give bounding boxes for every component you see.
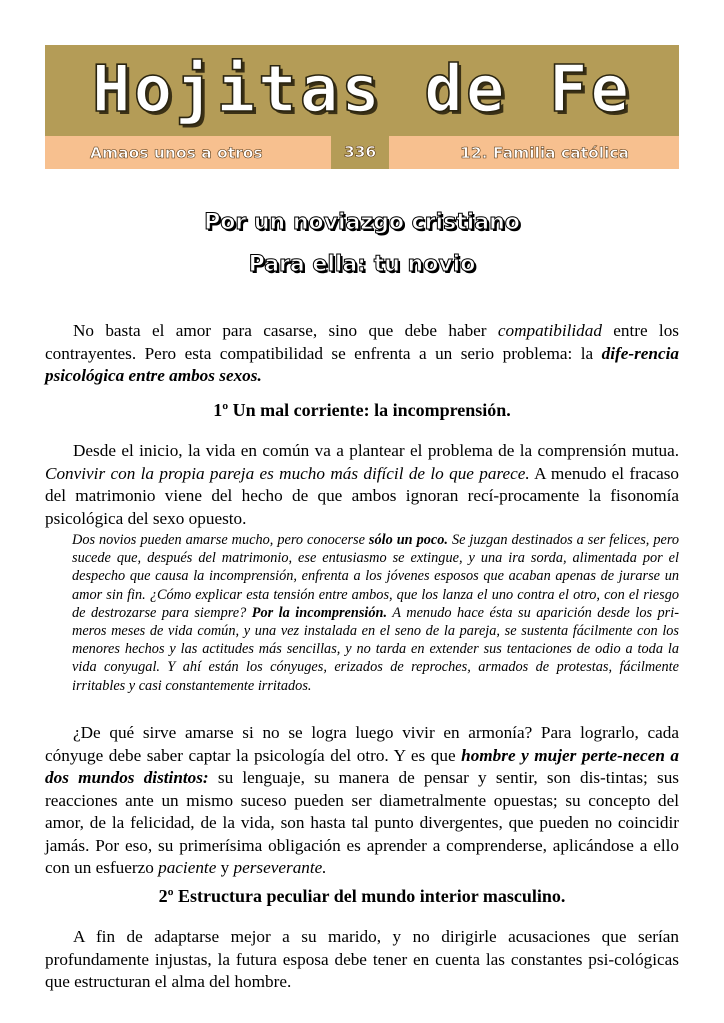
publication-title: Hojitas de Fe [92,53,632,127]
intro-strong: dife-rencia psicológica entre ambos sexos. [45,343,679,385]
quote-strong-1: sólo un poco. [368,532,448,548]
quote-text-2: Se juzgan destinados a ser felices, pero sucede que, después del matrimonio, ese entusiasmo se extingue, y una ira sorda, alimentada por el despecho que causa la incomprensión, enfrenta a los jóvenes esposos que acaban apenas de jurarse un amor sin fin. ¿Cómo explicar esta tensión entre ambos, que los lanza el uno contra el otro, con el riesgo de destrozarse para siempre? [72,532,679,621]
s1p1-text-2: A menudo el fracaso del matrimonio viene del hecho de que ambos ignoran recí-procamente la fisonomía psicológica del sexo opuesto. [45,463,679,528]
masthead-title-band [45,45,679,136]
s1p2-text-2: su lenguaje, su manera de pensar y sentir, son dis-tintas; sus reacciones ante un mismo suceso pueden ser diametralmente opuestas; su concepto del amor, de la felicidad, de la vida, son hasta tal punto divergentes, que pueden no coincidir jamás. Por eso, su primerísima obligación es aprender a comprenderse, aplicándose a ello con un esfuerzo [45,768,679,877]
s1p2-emphasis-1: paciente [158,858,217,877]
quote-text-1: Dos novios pueden amarse mucho, pero conocerse [72,532,369,548]
section-1-paragraph-1 [45,440,679,530]
masthead-subtitle-band [45,136,679,169]
intro-text-1: No basta el amor para casarse, sino que debe haber [73,321,498,340]
s1p1-text-1: Desde el inicio, la vida en común va a plantear el problema de la comprensión mutua. [73,441,679,460]
section-1-paragraph-2 [45,722,679,880]
intro-emphasis: compatibilidad [497,321,602,340]
series-category: 12. Familia católica [460,144,629,162]
issue-number: 336 [331,136,389,169]
quote-strong-2: Por la incomprensión. [251,604,388,621]
masthead [45,45,679,169]
article-subtitle: Para ella: tu novio [248,252,476,277]
intro-text-2: entre los contrayentes. Pero esta compatibilidad se enfrenta a un serio problema: la [45,321,679,363]
quoted-passage [72,531,679,695]
series-motto: Amaos unos a otros [90,144,263,162]
s1p2-text-1: ¿De qué sirve amarse si no se logra luego vivir en armonía? Para lograrlo, cada cónyuge debe saber captar la psicología del otro. Y es que [45,723,679,765]
s1p2-strong: hombre y mujer perte-necen a dos mundos distintos: [45,745,680,787]
s1p2-text-3: y [216,858,234,877]
quote-text-3: A menudo hace ésta su aparición desde los pri-meros meses de vida común, y una vez instalada en el seno de la pareja, se sustenta fácilmente con los menores hechos y las actitudes más sencillas, y no tarda en extender sus tentaciones de odio a toda la vida conyugal. Y ahí están los cónyuges, erizados de reproches, armados de protestas, fácilmente irritables y casi constantemente irritados. [72,604,679,694]
s1p2-emphasis-2: perseverante. [233,858,327,877]
section-2-paragraph-1 [45,926,679,994]
section-1-heading: 1º Un mal corriente: la incomprensión. [213,400,511,420]
s2p1-text: A fin de adaptarse mejor a su marido, y no dirigirle acusaciones que serían profundamente injustas, la futura esposa debe tener en cuenta las constantes psi-cológicas que estructuran el alma del hombre. [45,927,679,991]
intro-paragraph [45,320,679,388]
section-2-heading: 2º Estructura peculiar del mundo interior masculino. [158,886,566,906]
s1p1-emphasis: Convivir con la propia pareja es mucho más difícil de lo que parece. [45,463,530,483]
article-title: Por un noviazgo cristiano [204,210,520,235]
